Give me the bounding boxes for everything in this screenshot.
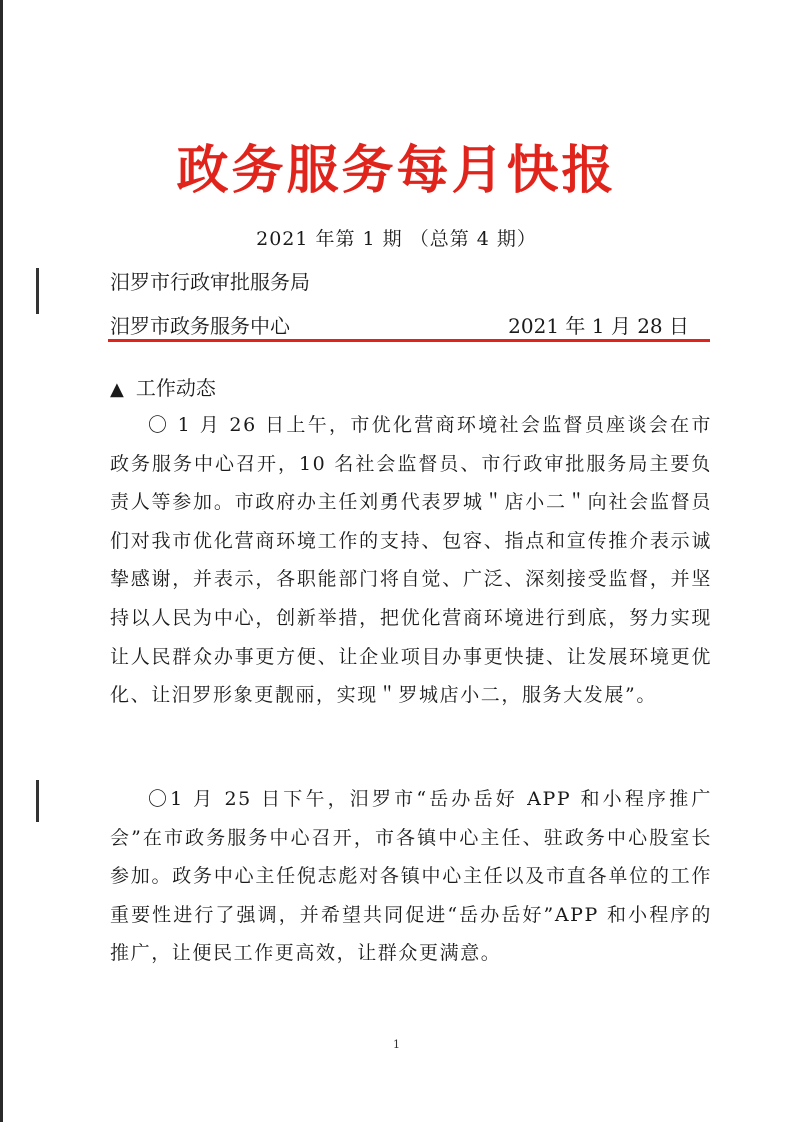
- issue-date: 2021 年 1 月 28 日: [508, 314, 689, 338]
- news-paragraph: 〇 1 月 26 日上午，市优化营商环境社会监督员座谈会在市政务服务中心召开，10 名社会监督员、市行政审批服务局主要负责人等参加。市政府办主任刘勇代表罗城＂店小二＂向社会监督员们对我市优化营商环境工作的支持、包容、指点和宣传推介表示诚挚感谢，并表示，各职能部门将自觉、广泛、深刻接受监督，并坚持以人民为中心，创新举措，把优化营商环境进行到底，努力实现让人民群众办事更方便、让企业项目办事更快捷、让发展环境更优化、让汨罗形象更靓丽，实现＂罗城店小二，服务大发展”。: [110, 414, 712, 707]
- section-heading-text: 工作动态: [135, 376, 216, 400]
- page-number: 1: [393, 1038, 400, 1051]
- news-paragraph: 〇1 月 25 日下午，汨罗市“岳办岳好 APP 和小程序推广会”在市政务服务中心召开，市各镇中心主任、驻政务中心股室长参加。政务中心主任倪志彪对各镇中心主任以及市直各单位的工作重要性进行了强调，并希望共同促进“岳办岳好”APP 和小程序的推广，让便民工作更高效，让群众更满意。: [110, 788, 712, 965]
- red-divider: [108, 339, 710, 342]
- margin-mark: [36, 268, 39, 314]
- section-heading: [110, 372, 216, 401]
- issuer-bureau: 汨罗市行政审批服务局: [110, 270, 310, 294]
- masthead-title: 政务服务每月快报: [176, 141, 617, 201]
- issue-number: 2021 年第 1 期 （总第 4 期）: [256, 228, 537, 250]
- issuer-center: 汨罗市政务服务中心: [110, 314, 290, 338]
- margin-mark: [36, 780, 39, 822]
- triangle-bullet-icon: ▲: [110, 379, 124, 400]
